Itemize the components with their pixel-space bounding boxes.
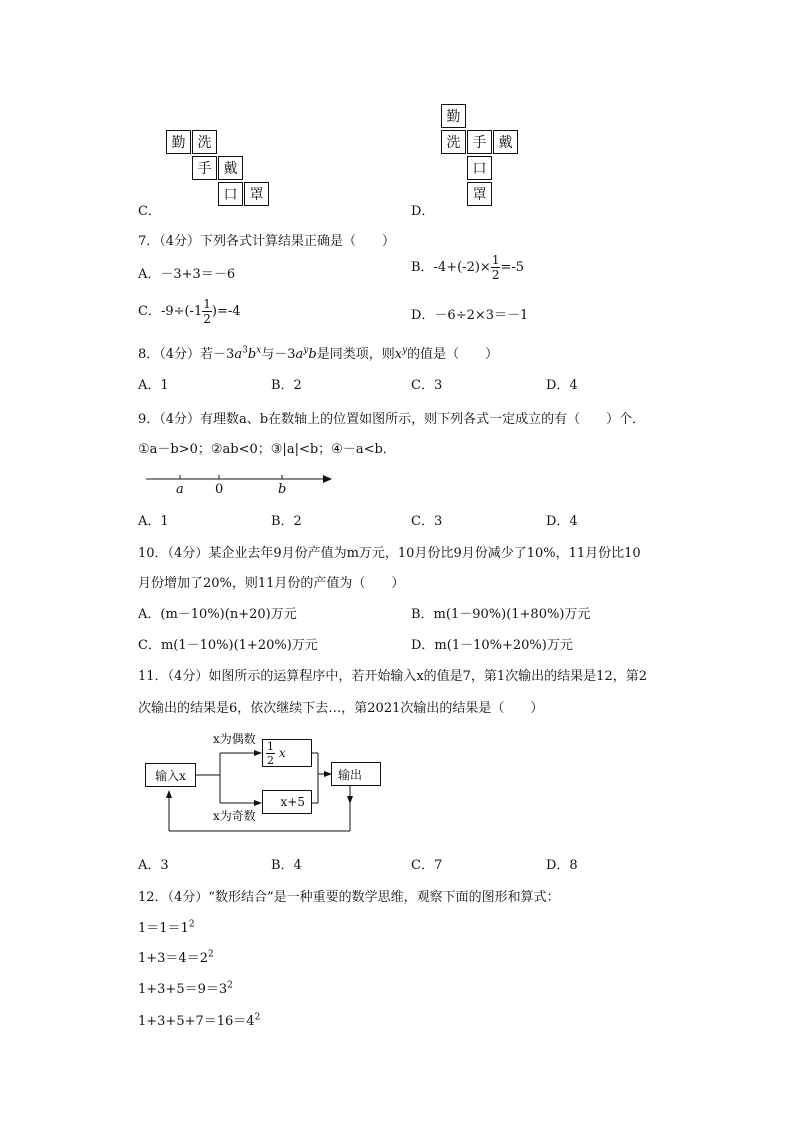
net-d-cell: 勤 [441,104,466,128]
q9-conditions: ①a－b>0；②ab<0；③|a|<b；④－a<b． [138,442,396,457]
q9-option-d[interactable]: D．4 [546,514,578,529]
flow-even-label: x为偶数 [213,732,256,746]
q7-option-c[interactable] [138,298,241,325]
flow-odd-label: x为奇数 [213,809,256,823]
exponent: y [303,345,309,356]
exponent: 2 [207,949,214,960]
formula-text: 1+3+5＝9＝3 [138,982,228,997]
q7-option-d[interactable]: D．－6÷2×3＝－1 [411,308,529,323]
q12-stem: 12．（4分）“数形结合”是一种重要的数学思维，观察下面的图形和算式： [138,890,560,905]
option-c-label[interactable]: C． [138,204,161,219]
q7-option-b[interactable] [411,254,524,281]
q8-stem [138,343,498,362]
numerator: 1 [203,297,211,311]
q7-c-suffix: )=-4 [211,304,241,319]
flow-half-box [262,739,312,767]
denominator: 2 [491,268,500,282]
q10-option-c[interactable]: C．m(1－10%)(1+20%)万元 [138,638,318,653]
flow-output-box [331,762,381,786]
q8-option-a[interactable]: A．1 [138,378,169,393]
var: a [295,347,304,362]
net-c-cell: 罩 [244,182,269,206]
net-c-cell: 洗 [192,130,217,154]
var: b [308,347,317,362]
q10-option-d[interactable]: D．m(1－10%+20%)万元 [411,638,573,653]
net-d-cell: 罩 [467,182,492,206]
q12-formula [138,1010,260,1029]
q9-stem: 9．（4分）有理数a、b在数轴上的位置如图所示，则下列各式一定成立的有（ ）个． [138,412,646,427]
net-c-cell: 手 [192,156,217,180]
q11-stem-line1: 11．（4分）如图所示的运算程序中，若开始输入x的值是7，第1次输出的结果是12，第2 [138,669,648,684]
axis-label-zero: 0 [215,482,224,497]
var: a [234,347,243,362]
q10-stem-line1: 10．（4分）某企业去年9月份产值为m万元，10月份比9月份减少了10%，11月份比10 [138,546,641,561]
q7-stem: 7．（4分）下列各式计算结果正确是（ ） [138,234,396,249]
net-c-cell: 戴 [218,156,243,180]
flow-plus5-box [262,790,312,814]
var: x [278,746,286,760]
denominator: 2 [203,312,211,326]
option-d-label[interactable]: D． [411,204,435,219]
flow-plus5-label: x+5 [280,795,305,809]
fraction [491,254,501,281]
var: b [247,347,257,362]
net-d-cell: 戴 [493,130,518,154]
axis-arrow [323,475,332,483]
formula-text: 1+3＝4＝2 [138,951,208,966]
flow-input-label: 输入x [155,768,186,783]
numerator: 1 [491,253,500,267]
q7-b-prefix: B．-4+(-2)× [411,260,491,275]
q8-text: 8．（4分）若－3 [138,347,235,362]
flow-input-box [145,763,196,787]
flow-output-label: 输出 [338,767,363,782]
denominator: 2 [267,753,274,767]
q12-formula [138,978,233,997]
exponent: 2 [254,1012,261,1023]
axis-label-b: b [278,482,287,497]
q8-option-d[interactable]: D．4 [546,378,578,393]
q8-option-c[interactable]: C．3 [411,378,443,393]
q7-b-suffix: =-5 [500,260,525,275]
q9-option-c[interactable]: C．3 [411,514,443,529]
formula-text: 1＝1＝1 [138,921,189,936]
q11-option-b[interactable]: B．4 [271,858,302,873]
q9-option-a[interactable]: A．1 [138,514,169,529]
q11-option-c[interactable]: C．7 [411,858,443,873]
axis-label-a: a [176,482,184,497]
q12-formula [138,947,214,966]
var: x [394,347,403,362]
exponent: 2 [188,919,195,930]
net-d-cell: 洗 [441,130,466,154]
numerator: 1 [267,739,274,753]
exponent: 2 [227,980,233,991]
fraction [202,298,212,325]
q10-stem-line2: 月份增加了20%，则11月份的产值为（ ） [138,576,405,591]
q11-stem-line2: 次输出的结果是6，依次继续下去…，第2021次输出的结果是（ ） [138,701,544,716]
q10-option-b[interactable]: B．m(1－90%)(1+80%)万元 [411,607,591,622]
exponent: 3 [242,345,248,356]
formula-text: 1+3+5+7＝16＝4 [138,1014,255,1029]
q7-c-prefix: C．-9÷(-1 [138,304,203,319]
q10-option-a[interactable]: A．(m－10%)(n+20)万元 [138,607,297,622]
net-c-cell: 口 [218,182,243,206]
exponent: x [256,345,262,356]
net-c-cell: 勤 [166,130,191,154]
q12-formula [138,917,195,936]
net-d-cell: 口 [467,156,492,180]
q8-option-b[interactable]: B．2 [271,378,302,393]
q7-option-a[interactable]: A．－3+3＝－6 [138,267,236,282]
fraction [266,741,275,766]
q8-text: 的值是（ ） [407,347,499,362]
exponent: y [402,345,408,356]
net-d-cell: 手 [467,130,492,154]
q11-option-a[interactable]: A．3 [138,858,169,873]
q11-option-d[interactable]: D．8 [546,858,578,873]
q8-text: 与－3 [261,347,296,362]
q8-text: 是同类项，则 [316,347,395,362]
number-line [138,468,338,502]
q9-option-b[interactable]: B．2 [271,514,302,529]
